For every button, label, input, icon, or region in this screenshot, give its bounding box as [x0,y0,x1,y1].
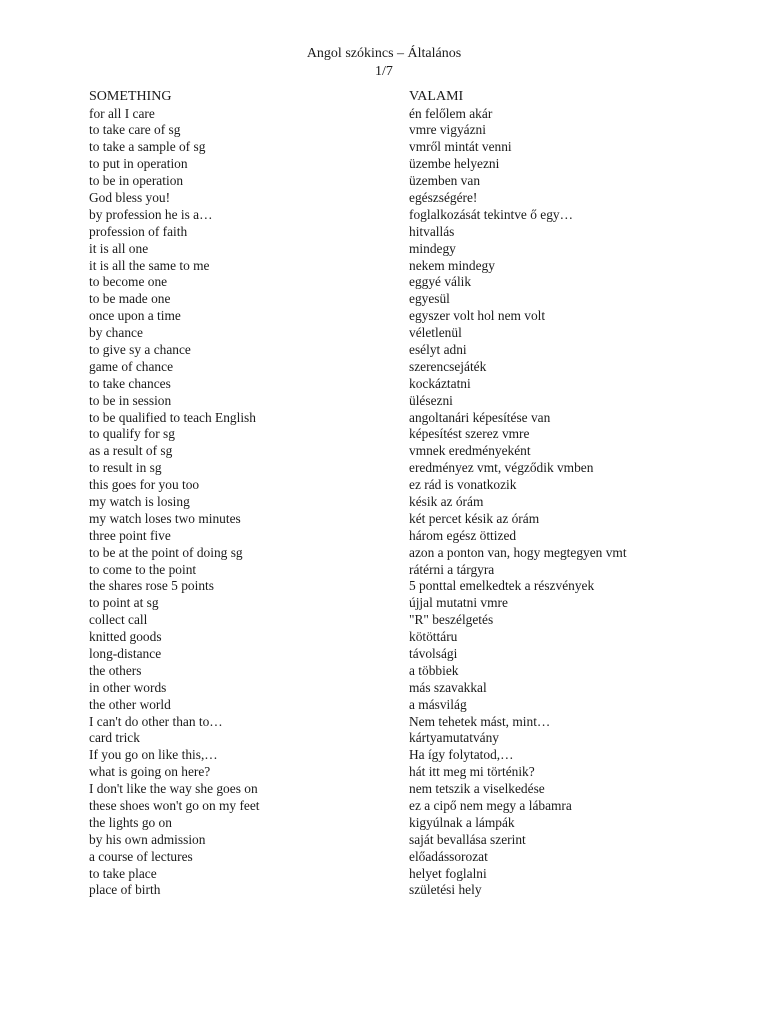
english-phrase: to take care of sg [89,122,181,138]
hungarian-translation: Nem tehetek mást, mint… [409,713,551,729]
english-phrase: in other words [89,679,167,695]
english-phrase: by chance [89,325,143,341]
hungarian-translation: három egész öttized [409,527,517,543]
hungarian-translation: mindegy [409,240,456,256]
vocab-row [89,291,669,308]
hungarian-translation: kockáztatni [409,375,471,391]
hungarian-translation: angoltanári képesítése van [409,409,551,425]
english-phrase: the lights go on [89,814,172,830]
english-phrase: to result in sg [89,460,162,476]
vocab-row [89,122,669,139]
vocab-row [89,139,669,156]
document-header [0,45,768,81]
hungarian-translation: nekem mindegy [409,257,495,273]
hungarian-translation: késik az órám [409,493,484,509]
column-header-hungarian: VALAMI [409,89,464,104]
hungarian-translation: születési hely [409,882,482,898]
vocab-row [89,866,669,883]
vocab-row [89,106,669,123]
vocab-row [89,849,669,866]
vocab-row [89,781,669,798]
english-phrase: this goes for you too [89,477,200,493]
hungarian-translation: hitvallás [409,223,455,239]
english-phrase: I can't do other than to… [89,713,223,729]
english-phrase: long-distance [89,646,162,661]
hungarian-translation: rátérni a tárgyra [409,561,495,577]
hungarian-translation: Ha így folytatod,… [409,747,514,763]
english-phrase: the others [89,662,142,678]
vocab-row [89,747,669,764]
english-phrase: God bless you! [89,189,171,205]
vocab-row [89,528,669,545]
page-indicator: 1/7 [375,64,393,79]
english-phrase: to give sy a chance [89,341,191,357]
hungarian-translation: én felőlem akár [409,105,493,121]
vocab-row [89,511,669,528]
hungarian-translation: 5 ponttal emelkedtek a részvények [409,578,595,594]
vocab-row [89,562,669,579]
english-phrase: to be qualified to teach English [89,409,256,425]
hungarian-translation: nem tetszik a viselkedése [409,781,545,797]
english-phrase: profession of faith [89,223,188,239]
hungarian-translation: helyet foglalni [409,865,487,881]
english-phrase: card trick [89,730,140,746]
hungarian-translation: foglalkozását tekintve ő egy… [409,206,573,222]
hungarian-translation: azon a ponton van, hogy megtegyen vmt [409,544,627,560]
english-phrase: to take chances [89,375,171,391]
hungarian-translation: eggyé válik [409,274,472,290]
hungarian-translation: két percet késik az órám [409,510,540,526]
vocab-row [89,308,669,325]
vocab-row [89,663,669,680]
english-phrase: the other world [89,696,171,712]
hungarian-translation: eredményez vmt, végződik vmben [409,460,594,476]
english-phrase: three point five [89,527,171,543]
hungarian-translation: üzemben van [409,173,481,189]
vocab-row [89,460,669,477]
vocab-row [89,815,669,832]
english-phrase: my watch loses two minutes [89,510,241,526]
column-header-english: SOMETHING [89,89,172,104]
english-phrase: collect call [89,612,148,628]
vocab-row [89,882,669,899]
vocab-row [89,714,669,731]
hungarian-translation: vmnek eredményeként [409,443,531,459]
english-phrase: to be at the point of doing sg [89,544,243,560]
vocab-row [89,477,669,494]
vocab-row [89,595,669,612]
vocab-row [89,426,669,443]
vocab-row [89,241,669,258]
hungarian-translation: képesítést szerez vmre [409,426,530,442]
hungarian-translation: más szavakkal [409,679,487,695]
english-phrase: by his own admission [89,831,206,847]
hungarian-translation: saját bevallása szerint [409,831,526,847]
hungarian-translation: esélyt adni [409,341,467,357]
english-phrase: to be in operation [89,173,184,189]
vocab-row [89,578,669,595]
english-phrase: I don't like the way she goes on [89,781,258,797]
english-phrase: as a result of sg [89,443,173,459]
english-phrase: once upon a time [89,308,181,324]
english-phrase: to become one [89,274,168,290]
vocab-row [89,207,669,224]
hungarian-translation: ez a cipő nem megy a lábamra [409,798,572,814]
hungarian-translation: "R" beszélgetés [409,612,494,628]
english-phrase: to take place [89,865,157,881]
vocab-row [89,494,669,511]
hungarian-translation: egészségére! [409,189,478,205]
vocab-row [89,342,669,359]
vocab-row [89,629,669,646]
english-phrase: to take a sample of sg [89,139,206,155]
english-phrase: game of chance [89,358,174,374]
vocab-row [89,410,669,427]
hungarian-translation: kártyamutatvány [409,730,499,746]
english-phrase: to come to the point [89,561,197,577]
hungarian-translation: előadássorozat [409,848,488,864]
vocab-row [89,173,669,190]
vocab-row [89,190,669,207]
english-phrase: If you go on like this,… [89,747,218,763]
hungarian-translation: a másvilág [409,696,467,712]
hungarian-translation: üzembe helyezni [409,156,500,172]
english-phrase: the shares rose 5 points [89,578,214,594]
vocab-row [89,443,669,460]
vocab-row [89,393,669,410]
hungarian-translation: egyszer volt hol nem volt [409,308,546,324]
vocab-row [89,545,669,562]
vocab-row [89,376,669,393]
hungarian-translation: hát itt meg mi történik? [409,764,535,780]
vocab-row [89,646,669,663]
english-phrase: my watch is losing [89,493,190,509]
english-phrase: it is all one [89,240,149,256]
vocab-row [89,612,669,629]
hungarian-translation: egyesül [409,291,450,307]
vocab-row [89,258,669,275]
hungarian-translation: kötöttáru [409,629,458,645]
vocab-row [89,359,669,376]
document-title: Angol szókincs – Általános [306,46,462,61]
hungarian-translation: ülésezni [409,392,453,408]
english-phrase: place of birth [89,882,161,898]
vocab-row [89,274,669,291]
hungarian-translation: kigyúlnak a lámpák [409,814,515,830]
vocab-row [89,325,669,342]
hungarian-translation: a többiek [409,662,459,678]
hungarian-translation: vmre vigyázni [409,122,486,138]
hungarian-translation: vmről mintát venni [409,139,512,155]
hungarian-translation: távolsági [409,646,458,661]
hungarian-translation: véletlenül [409,325,462,341]
english-phrase: it is all the same to me [89,257,210,273]
english-phrase: to qualify for sg [89,426,175,442]
english-phrase: to put in operation [89,156,188,172]
vocabulary-table [89,88,669,899]
english-phrase: to point at sg [89,595,159,611]
vocab-row [89,224,669,241]
vocab-row [89,156,669,173]
vocab-row [89,697,669,714]
hungarian-translation: ez rád is vonatkozik [409,477,517,493]
vocab-row [89,764,669,781]
vocab-row [89,832,669,849]
english-phrase: by profession he is a… [89,206,213,222]
english-phrase: to be in session [89,392,172,408]
vocab-row [89,730,669,747]
hungarian-translation: szerencsejáték [409,358,487,374]
english-phrase: knitted goods [89,629,162,645]
hungarian-translation: újjal mutatni vmre [409,595,508,611]
english-phrase: to be made one [89,291,171,307]
column-header-row [89,88,669,105]
english-phrase: for all I care [89,105,155,121]
english-phrase: a course of lectures [89,848,193,864]
vocab-row [89,798,669,815]
english-phrase: what is going on here? [89,764,211,780]
vocab-row [89,680,669,697]
english-phrase: these shoes won't go on my feet [89,798,260,814]
